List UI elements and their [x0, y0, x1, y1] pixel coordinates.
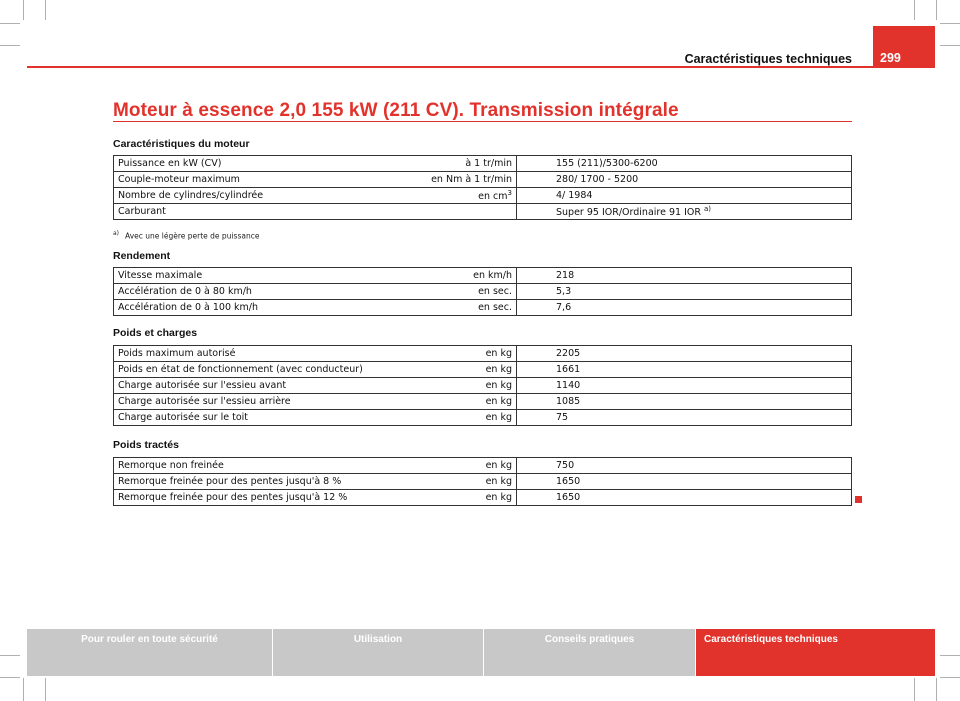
- row-value: 5,3: [517, 284, 852, 300]
- row-unit: en sec.: [406, 284, 517, 300]
- performance-table: [113, 267, 852, 316]
- crop-mark: [23, 678, 24, 701]
- header-rule: [27, 66, 935, 68]
- row-unit: [406, 188, 517, 204]
- footnote-reference: a): [704, 204, 712, 213]
- footnote-text: Avec une légère perte de puissance: [125, 231, 260, 241]
- row-label: Poids en état de fonctionnement (avec conducteur): [114, 362, 406, 378]
- crop-mark: [45, 0, 46, 20]
- row-label: Charge autorisée sur l'essieu arrière: [114, 394, 406, 410]
- weights-table: [113, 345, 852, 426]
- crop-mark: [45, 678, 46, 701]
- row-unit: en kg: [406, 474, 517, 490]
- row-value-text: Super 95 IOR/Ordinaire 91 IOR: [556, 207, 701, 219]
- table-row: [114, 300, 852, 316]
- footer-tab-caracteristiques[interactable]: Caractéristiques techniques: [696, 629, 935, 676]
- row-unit: en kg: [406, 346, 517, 362]
- table-row: [114, 474, 852, 490]
- row-label: Remorque freinée pour des pentes jusqu'à 8 %: [114, 474, 406, 490]
- crop-mark: [0, 655, 20, 656]
- row-label: Accélération de 0 à 80 km/h: [114, 284, 406, 300]
- row-label: Remorque non freinée: [114, 458, 406, 474]
- row-label: Charge autorisée sur le toit: [114, 410, 406, 426]
- table-row: [114, 188, 852, 204]
- table-row: [114, 346, 852, 362]
- table-row: [114, 394, 852, 410]
- row-label: Charge autorisée sur l'essieu avant: [114, 378, 406, 394]
- row-unit: en kg: [406, 458, 517, 474]
- footer-tab-utilisation[interactable]: Utilisation: [273, 629, 483, 676]
- row-value: 280/ 1700 - 5200: [517, 172, 852, 188]
- row-unit: [406, 204, 517, 220]
- towing-table: [113, 457, 852, 506]
- table-row: [114, 172, 852, 188]
- table-row: [114, 362, 852, 378]
- row-unit: en kg: [406, 378, 517, 394]
- table-row: [114, 156, 852, 172]
- crop-mark: [936, 678, 937, 701]
- row-label: Carburant: [114, 204, 406, 220]
- row-unit: en Nm à 1 tr/min: [406, 172, 517, 188]
- table-row: [114, 284, 852, 300]
- row-unit: en km/h: [406, 268, 517, 284]
- row-label: Remorque freinée pour des pentes jusqu'à 12 %: [114, 490, 406, 506]
- row-value: 7,6: [517, 300, 852, 316]
- row-unit: en kg: [406, 394, 517, 410]
- row-value: 1650: [517, 474, 852, 490]
- row-label: Puissance en kW (CV): [114, 156, 406, 172]
- row-label: Vitesse maximale: [114, 268, 406, 284]
- table-row: [114, 204, 852, 220]
- row-unit: en kg: [406, 362, 517, 378]
- row-value: 1140: [517, 378, 852, 394]
- footnote: [113, 230, 259, 241]
- footnote-mark: a): [113, 230, 120, 237]
- footer-tab-securite[interactable]: Pour rouler en toute sécurité: [27, 629, 272, 676]
- row-value: 1085: [517, 394, 852, 410]
- crop-mark: [914, 0, 915, 20]
- crop-mark: [940, 655, 960, 656]
- row-value: 750: [517, 458, 852, 474]
- page-number: 299: [880, 51, 901, 65]
- row-unit-superscript: 3: [507, 188, 512, 197]
- table-row: [114, 458, 852, 474]
- row-label: Nombre de cylindres/cylindrée: [114, 188, 406, 204]
- row-label: Poids maximum autorisé: [114, 346, 406, 362]
- row-value: 75: [517, 410, 852, 426]
- page-title: Moteur à essence 2,0 155 kW (211 CV). Transmission intégrale: [113, 100, 679, 121]
- crop-mark: [0, 45, 20, 46]
- crop-mark: [0, 677, 20, 678]
- crop-mark: [0, 23, 20, 24]
- row-label: Couple-moteur maximum: [114, 172, 406, 188]
- row-unit: en kg: [406, 410, 517, 426]
- section-heading-engine: Caractéristiques du moteur: [113, 138, 250, 150]
- engine-spec-table: [113, 155, 852, 220]
- row-value: 155 (211)/5300-6200: [517, 156, 852, 172]
- crop-mark: [940, 677, 960, 678]
- footer-nav: [27, 629, 935, 676]
- crop-mark: [914, 678, 915, 701]
- crop-mark: [940, 23, 960, 24]
- row-value: 1661: [517, 362, 852, 378]
- section-heading-towing: Poids tractés: [113, 439, 179, 451]
- row-value: 218: [517, 268, 852, 284]
- header-section-title: Caractéristiques techniques: [684, 52, 852, 66]
- footer-tab-conseils[interactable]: Conseils pratiques: [484, 629, 695, 676]
- row-value: 2205: [517, 346, 852, 362]
- title-rule: [113, 121, 852, 122]
- row-label: Accélération de 0 à 100 km/h: [114, 300, 406, 316]
- crop-mark: [23, 0, 24, 20]
- row-value: 1650: [517, 490, 852, 506]
- section-heading-performance: Rendement: [113, 250, 171, 262]
- section-heading-weights: Poids et charges: [113, 327, 198, 339]
- table-row: [114, 410, 852, 426]
- end-of-section-marker: [855, 496, 862, 503]
- table-row: [114, 268, 852, 284]
- crop-mark: [940, 45, 960, 46]
- crop-mark: [936, 0, 937, 20]
- table-row: [114, 490, 852, 506]
- row-value: [517, 204, 852, 220]
- row-unit: en sec.: [406, 300, 517, 316]
- table-row: [114, 378, 852, 394]
- row-unit-text: en cm: [478, 191, 508, 203]
- row-value: 4/ 1984: [517, 188, 852, 204]
- row-unit: en kg: [406, 490, 517, 506]
- row-unit: à 1 tr/min: [406, 156, 517, 172]
